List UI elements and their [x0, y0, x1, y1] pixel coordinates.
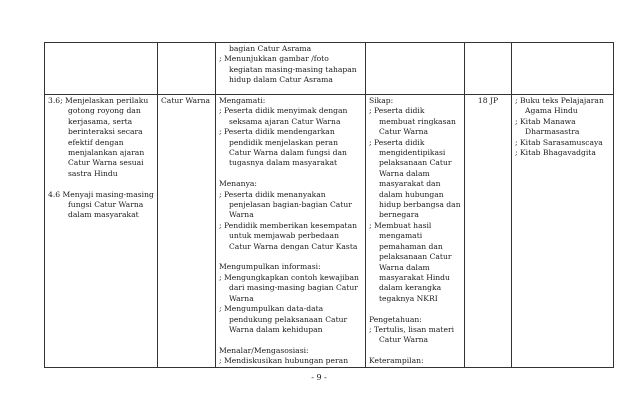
cell-kompetensi-prev: [45, 43, 158, 95]
penilaian-item: ; Peserta didik membuat ringkasan Catur Warna: [369, 106, 456, 137]
kegiatan-item: ; Peserta didik menyimak dengan seksama ajaran Catur Warna: [219, 106, 348, 126]
kegiatan-item: ; Pendidik memberikan kesempatan untuk memjawab perbedaan Catur Warna dengan Catur Kasta: [219, 220, 358, 251]
rpp-table: [44, 42, 614, 368]
heading-mengamati: Mengamati:: [219, 96, 266, 105]
penilaian-item: ; Peserta didik mengidentipikasi pelaksanaan Catur Warna dalam masyarakat dan dalam hubungan hidup berbangsa dan bernegara: [369, 137, 461, 220]
heading-sikap: Sikap:: [369, 96, 394, 105]
cell-sumber: [512, 95, 614, 368]
kegiatan-item: ; Menunjukkan gambar /foto kegiatan masing-masing tahapan hidup dalam Catur Asrama: [219, 54, 357, 85]
kegiatan-item: ; Peserta didik mendengarkan pendidik menjelaskan peran Catur Warna dalam fungsi dan tugasnya dalam masyarakat: [219, 127, 347, 168]
heading-menanya: Menanya:: [219, 179, 257, 189]
cell-penilaian-prev: [366, 43, 465, 95]
page-number: - 9 -: [311, 373, 327, 382]
kegiatan-item: ; Mendiskusikan hubungan peran: [219, 356, 349, 366]
cell-kegiatan-prev: [216, 43, 366, 95]
cell-waktu-prev: [465, 43, 512, 95]
sumber-item: ; Kitab Bhagavadgita: [515, 148, 596, 158]
kegiatan-line: bagian Catur Asrama: [229, 44, 312, 53]
penilaian-item: ; Membuat hasil mengamati pemahaman dan pelaksanaan Catur Warna dalam masyarakat Hindu dalam kerangka tegaknya NKRI: [369, 220, 452, 303]
heading-pengetahuan: Pengetahuan:: [369, 314, 422, 324]
kegiatan-item: ; Mengumpulkan data-data pendukung pelaksanaan Catur Warna dalam kehidupan: [219, 304, 348, 334]
penilaian-item: ; Tertulis, lisan materi Catur Warna: [369, 324, 455, 345]
kompetensi-dasar-3: 3.6; Menjelaskan perilaku gotong royong dan kerjasama, serta berinteraksi secara efektif dengan menjalankan ajaran Catur Warna sesuai sastra Hindu: [48, 96, 149, 178]
materi-pokok: Catur Warna: [161, 96, 211, 105]
heading-keterampilan: Keterampilan:: [369, 356, 424, 366]
table-row-continued: [45, 43, 614, 95]
alokasi-waktu: 18 JP: [477, 96, 499, 105]
cell-materi-prev: [158, 43, 216, 95]
cell-materi: [158, 95, 216, 368]
sumber-item: ; Kitab Manawa Dharmasastra: [515, 116, 580, 137]
cell-sumber-prev: [512, 43, 614, 95]
kegiatan-item: ; Mengungkapkan contoh kewajiban dari masing-masing bagian Catur Warna: [219, 272, 359, 303]
table-row-catur-warna: [45, 95, 614, 368]
cell-kegiatan: [216, 95, 366, 368]
cell-waktu: [465, 95, 512, 368]
sumber-item: ; Kitab Sarasamuscaya: [515, 137, 603, 147]
kompetensi-dasar-4: 4.6 Menyaji masing-masing fungsi Catur Warna dalam masyarakat: [48, 189, 154, 220]
cell-kompetensi: [45, 95, 158, 368]
heading-mengumpulkan: Mengumpulkan informasi:: [219, 262, 321, 272]
heading-menalar: Menalar/Mengasosiasi:: [219, 345, 309, 355]
cell-penilaian: [366, 95, 465, 368]
sumber-item: ; Buku teks Pelajajaran Agama Hindu: [515, 96, 604, 116]
kegiatan-item: ; Peserta didik menanyakan penjelasan bagian-bagian Catur Warna: [219, 189, 352, 220]
